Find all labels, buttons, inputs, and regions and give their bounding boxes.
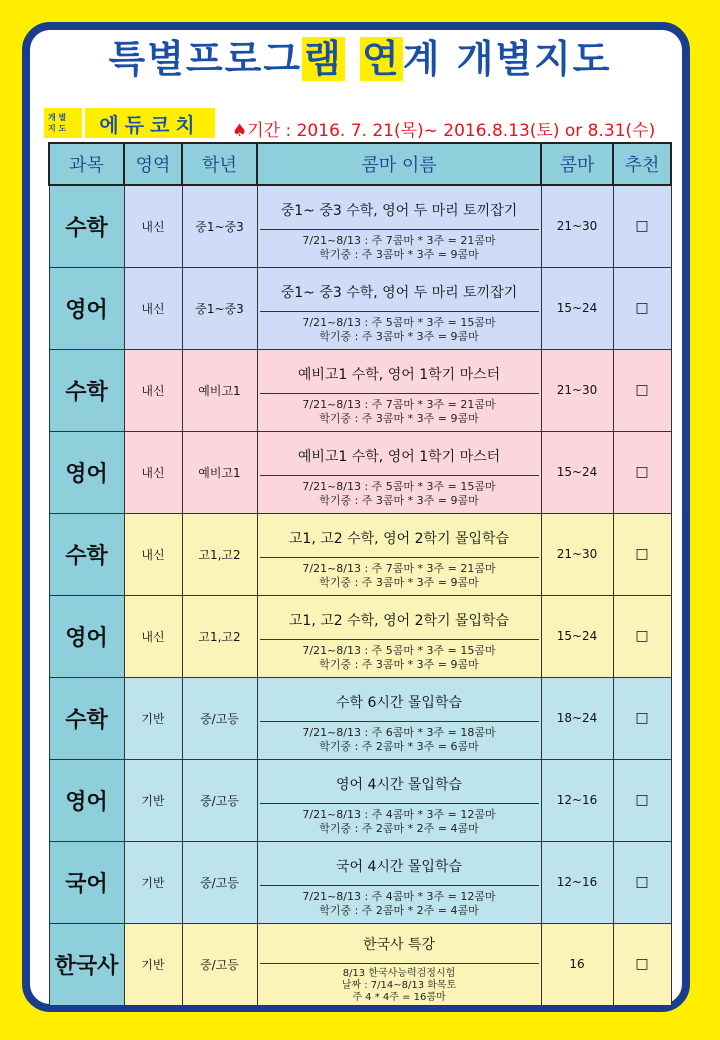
course-name: 고1, 고2 수학, 영어 2학기 몰입학습 [260, 601, 539, 640]
table-row [49, 841, 671, 923]
cell-subject: 영어 [49, 431, 124, 513]
cell-subject: 한국사 [49, 923, 124, 1005]
course-detail-line2: 학기중 : 주 3콤마 * 3주 = 9콤마 [319, 329, 479, 343]
cell-subject: 영어 [49, 595, 124, 677]
program-period: ♠기간 : 2016. 7. 21(목)~ 2016.8.13(토) or 8.31(수) [232, 121, 656, 141]
cell-area: 기반 [124, 759, 182, 841]
table-row [49, 513, 671, 595]
course-detail-line2: 학기중 : 주 2콤마 * 2주 = 4콤마 [319, 821, 479, 835]
cell-grade: 중1~중3 [182, 267, 257, 349]
cell-grade: 고1,고2 [182, 595, 257, 677]
cell-subject: 수학 [49, 513, 124, 595]
title-part2: 계 개별지도 [402, 37, 612, 81]
table-row [49, 923, 671, 1005]
cell-area: 기반 [124, 841, 182, 923]
logo-small-line2: 지 도 [48, 124, 67, 133]
table-row [49, 431, 671, 513]
cell-area: 내신 [124, 595, 182, 677]
course-detail-line2: 학기중 : 주 3콤마 * 3주 = 9콤마 [319, 493, 479, 507]
cell-grade: 중/고등 [182, 841, 257, 923]
course-detail-line1: 7/21~8/13 : 주 4콤마 * 3주 = 12콤마 [302, 889, 496, 903]
header-area: 영역 [124, 143, 182, 185]
cell-subject: 국어 [49, 841, 124, 923]
logo-small-box [44, 108, 82, 138]
course-detail [258, 230, 541, 262]
course-name: 예비고1 수학, 영어 1학기 마스터 [260, 437, 539, 476]
cell-grade: 고1,고2 [182, 513, 257, 595]
cell-course [257, 267, 541, 349]
title-highlight-1: 램 [304, 37, 343, 81]
cell-area: 내신 [124, 513, 182, 595]
cell-course [257, 595, 541, 677]
course-name: 중1~ 중3 수학, 영어 두 마리 토끼잡기 [260, 191, 539, 230]
cell-subject: 수학 [49, 349, 124, 431]
header-course-name: 콤마 이름 [257, 143, 541, 185]
table-row [49, 677, 671, 759]
course-detail-line1: 7/21~8/13 : 주 5콤마 * 3주 = 15콤마 [302, 643, 496, 657]
cell-course [257, 759, 541, 841]
table-row [49, 349, 671, 431]
course-detail-line1: 7/21~8/13 : 주 7콤마 * 3주 = 21콤마 [302, 397, 496, 411]
course-detail [258, 640, 541, 672]
recommend-checkbox[interactable]: □ [613, 267, 671, 349]
cell-area: 기반 [124, 677, 182, 759]
cell-count: 16 [541, 923, 613, 1005]
course-detail [258, 964, 541, 1004]
recommend-checkbox[interactable]: □ [613, 923, 671, 1005]
course-name: 한국사 특강 [260, 925, 539, 964]
header-grade: 학년 [182, 143, 257, 185]
course-name: 영어 4시간 몰입학습 [260, 765, 539, 804]
recommend-checkbox[interactable]: □ [613, 841, 671, 923]
title-gap [345, 37, 360, 81]
table-header-row [49, 143, 671, 185]
cell-course [257, 431, 541, 513]
recommend-checkbox[interactable]: □ [613, 759, 671, 841]
header-subject: 과목 [49, 143, 124, 185]
cell-grade: 중/고등 [182, 923, 257, 1005]
recommend-checkbox[interactable]: □ [613, 677, 671, 759]
cell-area: 내신 [124, 431, 182, 513]
cell-area: 내신 [124, 349, 182, 431]
schedule-table [48, 142, 672, 1006]
cell-grade: 예비고1 [182, 349, 257, 431]
cell-grade: 예비고1 [182, 431, 257, 513]
cell-count: 15~24 [541, 267, 613, 349]
cell-course [257, 349, 541, 431]
cell-count: 21~30 [541, 349, 613, 431]
course-name: 수학 6시간 몰입학습 [260, 683, 539, 722]
course-detail-line1: 7/21~8/13 : 주 6콤마 * 3주 = 18콤마 [302, 725, 496, 739]
course-detail-line2: 날짜 : 7/14~8/13 화목토 [341, 979, 457, 991]
course-detail-line1: 7/21~8/13 : 주 7콤마 * 3주 = 21콤마 [302, 561, 496, 575]
course-detail-line1: 7/21~8/13 : 주 5콤마 * 3주 = 15콤마 [302, 315, 496, 329]
recommend-checkbox[interactable]: □ [613, 349, 671, 431]
cell-area: 기반 [124, 923, 182, 1005]
title-highlight-2: 연 [362, 37, 401, 81]
course-detail [258, 558, 541, 590]
table-row [49, 759, 671, 841]
table-row [49, 595, 671, 677]
course-detail [258, 886, 541, 918]
cell-subject: 수학 [49, 677, 124, 759]
course-name: 중1~ 중3 수학, 영어 두 마리 토끼잡기 [260, 273, 539, 312]
course-name: 예비고1 수학, 영어 1학기 마스터 [260, 355, 539, 394]
cell-count: 15~24 [541, 431, 613, 513]
cell-subject: 영어 [49, 267, 124, 349]
course-name: 국어 4시간 몰입학습 [260, 847, 539, 886]
table-row [49, 185, 671, 267]
course-detail [258, 722, 541, 754]
cell-course [257, 841, 541, 923]
course-detail [258, 312, 541, 344]
course-name: 고1, 고2 수학, 영어 2학기 몰입학습 [260, 519, 539, 558]
course-detail-line2: 학기중 : 주 2콤마 * 3주 = 6콤마 [319, 739, 479, 753]
cell-subject: 영어 [49, 759, 124, 841]
course-detail [258, 476, 541, 508]
cell-grade: 중1~중3 [182, 185, 257, 267]
cell-subject: 수학 [49, 185, 124, 267]
course-detail-line1: 8/13 한국사능력검정시험 [342, 967, 456, 979]
title-part1: 특별프로그 [108, 37, 303, 81]
table-row [49, 267, 671, 349]
cell-count: 12~16 [541, 841, 613, 923]
cell-area: 내신 [124, 185, 182, 267]
course-detail-line1: 7/21~8/13 : 주 7콤마 * 3주 = 21콤마 [302, 233, 496, 247]
cell-course [257, 513, 541, 595]
cell-count: 21~30 [541, 513, 613, 595]
course-detail-line1: 7/21~8/13 : 주 5콤마 * 3주 = 15콤마 [302, 479, 496, 493]
logo-brand-name: 에듀코치 [85, 108, 215, 138]
course-detail-line2: 학기중 : 주 2콤마 * 2주 = 4콤마 [319, 903, 479, 917]
recommend-checkbox[interactable]: □ [613, 185, 671, 267]
course-detail [258, 394, 541, 426]
cell-count: 12~16 [541, 759, 613, 841]
cell-course [257, 677, 541, 759]
cell-count: 18~24 [541, 677, 613, 759]
page-title [0, 28, 720, 83]
course-detail-line2: 학기중 : 주 3콤마 * 3주 = 9콤마 [319, 575, 479, 589]
recommend-checkbox[interactable]: □ [613, 431, 671, 513]
brand-logo [44, 108, 215, 138]
cell-count: 15~24 [541, 595, 613, 677]
cell-area: 내신 [124, 267, 182, 349]
header-recommend: 추천 [613, 143, 671, 185]
course-detail-line1: 7/21~8/13 : 주 4콤마 * 3주 = 12콤마 [302, 807, 496, 821]
header-count: 콤마 [541, 143, 613, 185]
cell-grade: 중/고등 [182, 759, 257, 841]
cell-count: 21~30 [541, 185, 613, 267]
logo-small-line1: 개 별 [48, 113, 67, 122]
course-detail-line3: 주 4 * 4주 = 16콤마 [352, 991, 446, 1003]
cell-course [257, 185, 541, 267]
cell-grade: 중/고등 [182, 677, 257, 759]
recommend-checkbox[interactable]: □ [613, 595, 671, 677]
course-detail-line2: 학기중 : 주 3콤마 * 3주 = 9콤마 [319, 411, 479, 425]
course-detail-line2: 학기중 : 주 3콤마 * 3주 = 9콤마 [319, 247, 479, 261]
course-detail-line2: 학기중 : 주 3콤마 * 3주 = 9콤마 [319, 657, 479, 671]
course-detail [258, 804, 541, 836]
recommend-checkbox[interactable]: □ [613, 513, 671, 595]
cell-course [257, 923, 541, 1005]
